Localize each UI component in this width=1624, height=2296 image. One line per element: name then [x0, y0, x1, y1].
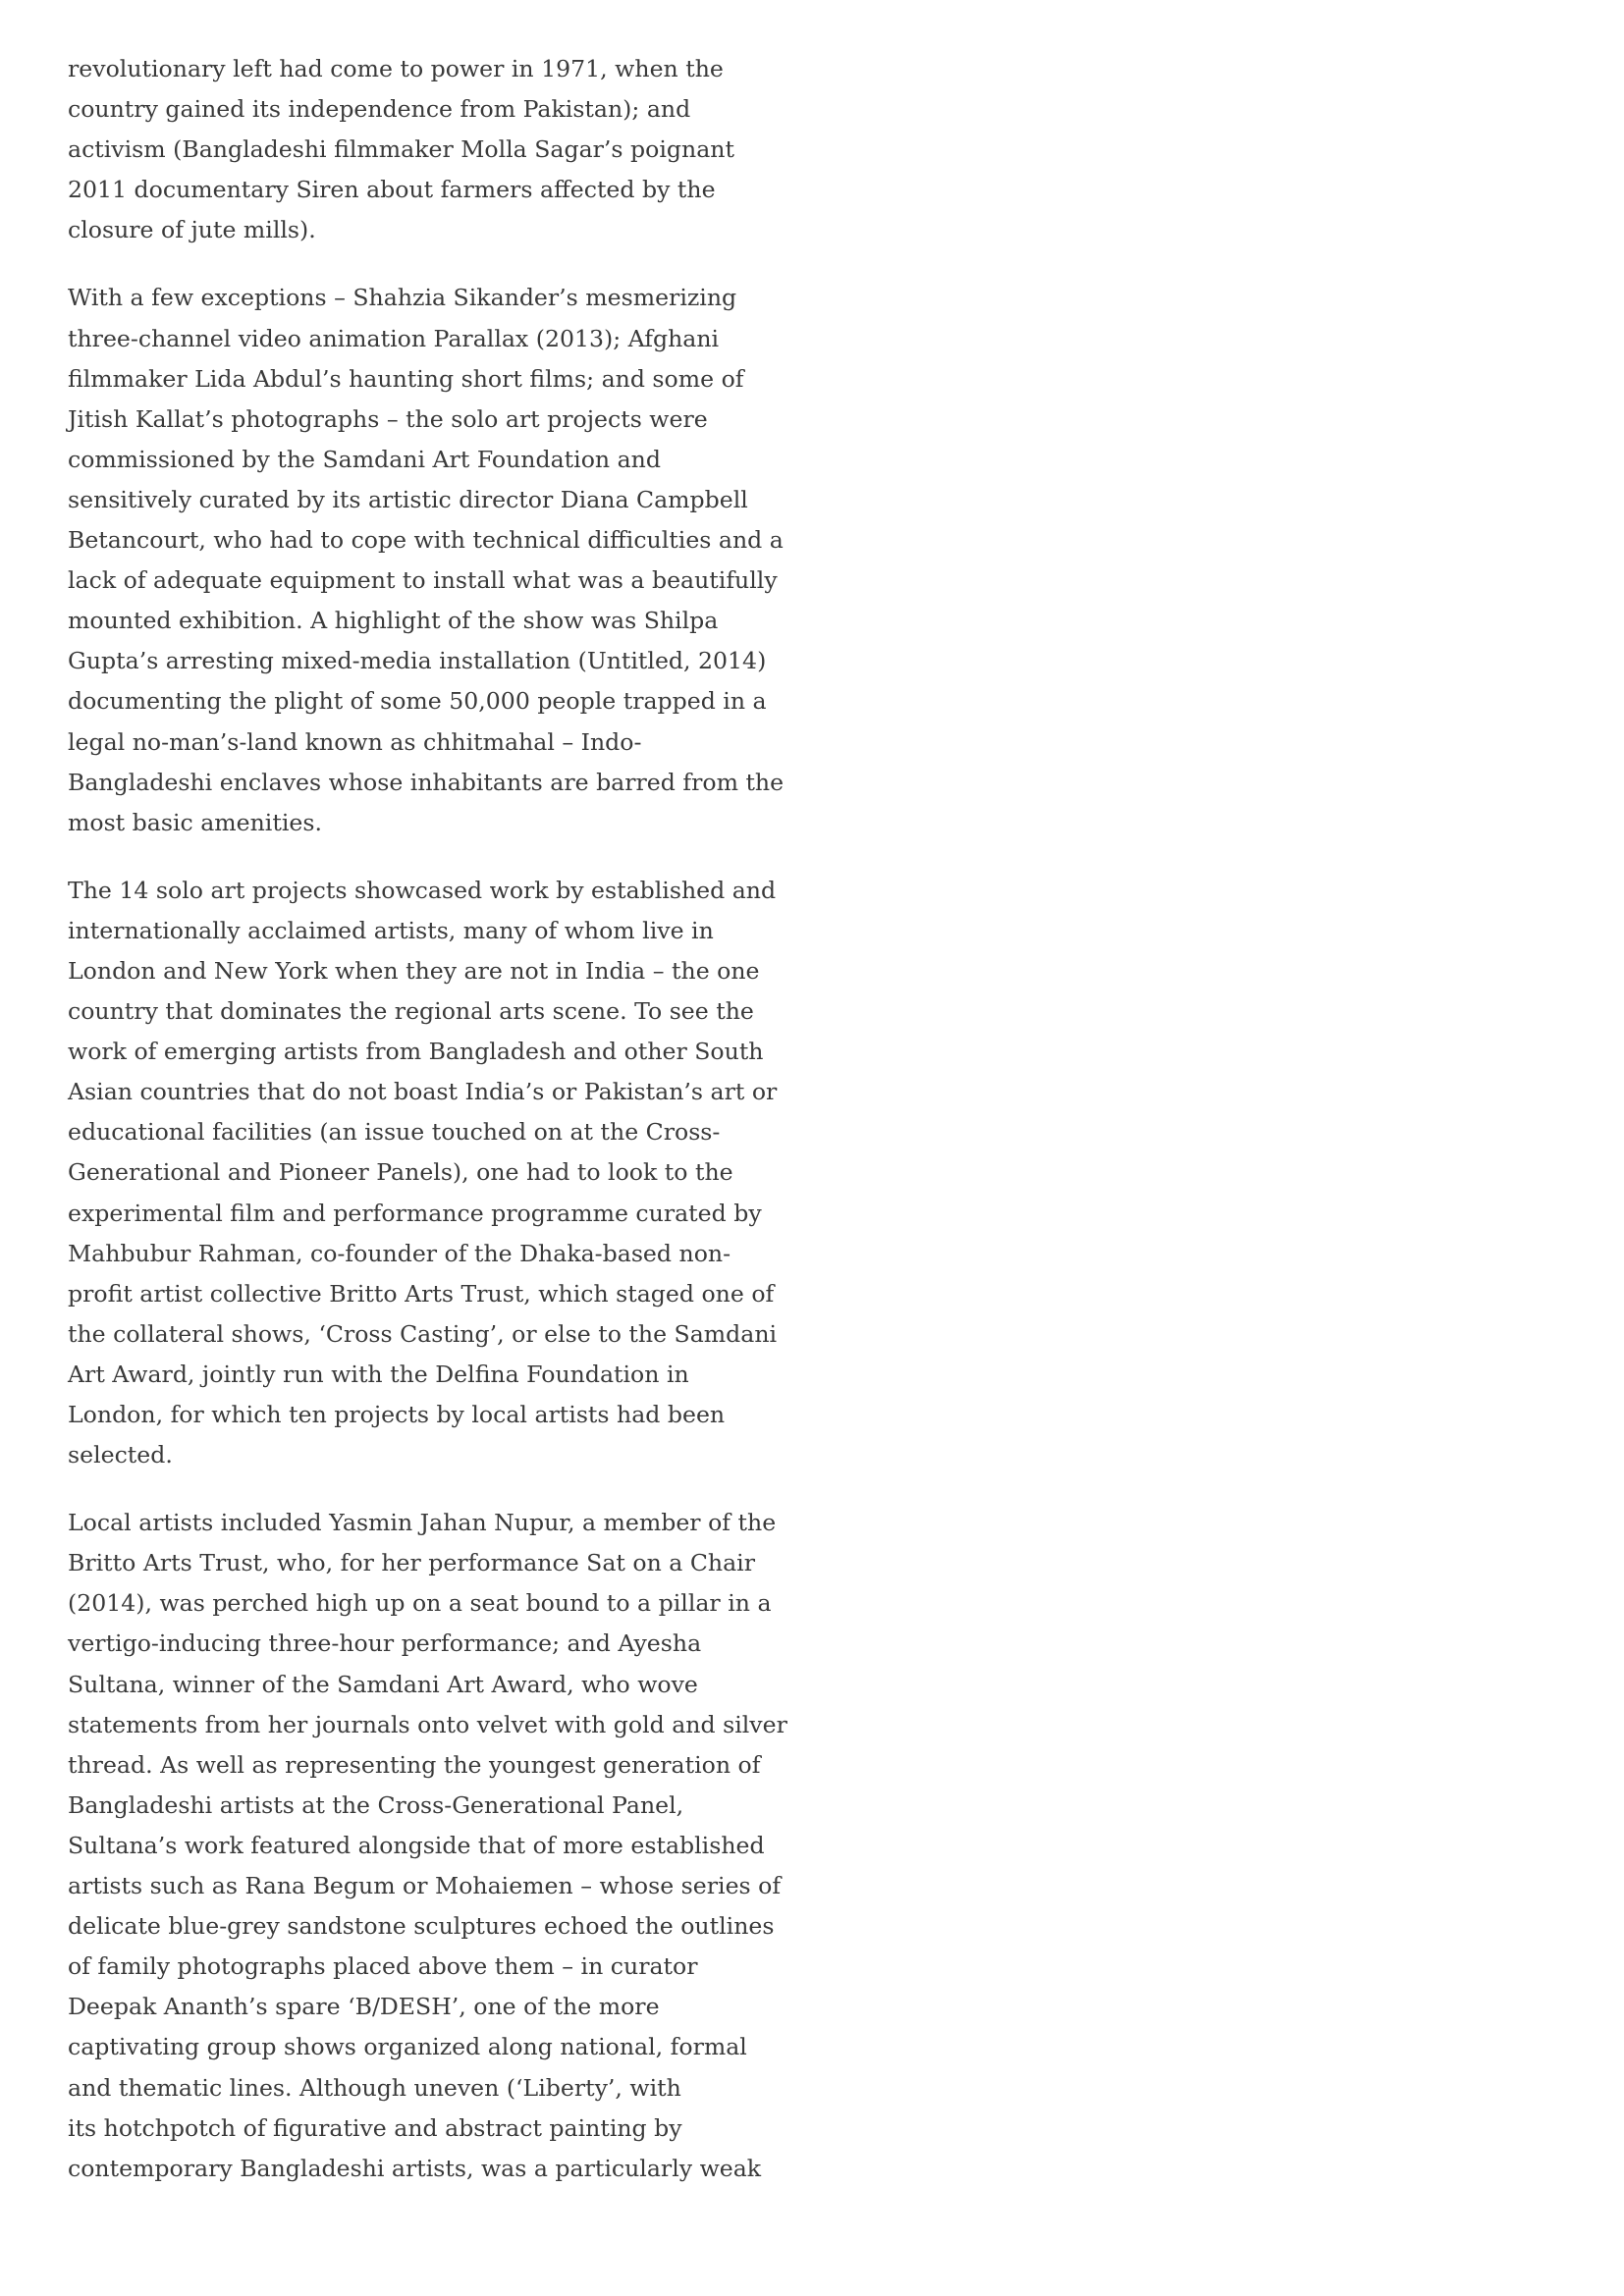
text-line: work of emerging artists from Bangladesh and other South [68, 1038, 764, 1066]
text-line: country gained its independence from Pakistan); and [68, 95, 691, 124]
text-line: London, for which ten projects by local artists had been [68, 1401, 726, 1428]
text-line: the collateral shows, ‘Cross Casting’, or else to the Samdani [68, 1319, 778, 1348]
text-line: filmmaker Lida Abdul’s haunting short films; and some of [68, 364, 744, 393]
text-line: three-channel video animation Parallax (2013); Afghani [68, 324, 720, 352]
text-line: Sultana’s work featured alongside that of more established [68, 1831, 765, 1859]
text-line: delicate blue-grey sandstone sculptures echoed the outlines [68, 1912, 775, 1941]
text-line: Asian countries that do not boast India’s or Pakistan’s art or [68, 1078, 778, 1106]
text-line: The 14 solo art projects showcased work by established and [68, 876, 777, 904]
text-line: country that dominates the regional arts scene. To see the [68, 997, 754, 1026]
text-line: captivating group shows organized along national, formal [68, 2033, 747, 2061]
paragraph-4 [68, 1503, 804, 2189]
text-line: Britto Arts Trust, who, for her performance Sat on a Chair [68, 1549, 755, 1577]
text-line: statements from her journals onto velvet with gold and silver [68, 1710, 787, 1738]
text-line: Sultana, winner of the Samdani Art Award, who wove [68, 1670, 698, 1698]
text-line: Generational and Pioneer Panels), one had to look to the [68, 1158, 733, 1187]
text-line: and thematic lines. Although uneven (‘Liberty’, with [68, 2073, 681, 2102]
text-line: Deepak Ananth’s spare ‘B/DESH’, one of the more [68, 1993, 660, 2021]
text-line: 2011 documentary Siren about farmers affected by the [68, 176, 716, 204]
text-line: contemporary Bangladeshi artists, was a particularly weak [68, 2154, 762, 2182]
text-line: (2014), was perched high up on a seat bound to a pillar in a [68, 1589, 772, 1618]
text-line: profit artist collective Britto Arts Trust, which staged one of [68, 1279, 775, 1308]
text-line: legal no-man’s-land known as chhitmahal – Indo- [68, 727, 642, 756]
text-line: commissioned by the Samdani Art Foundation and [68, 445, 661, 473]
text-line: Local artists included Yasmin Jahan Nupur, a member of the [68, 1509, 777, 1537]
text-line: of family photographs placed above them – in curator [68, 1952, 698, 1981]
text-line: closure of jute mills). [68, 216, 316, 244]
text-line: Gupta’s arresting mixed-media installation (Untitled, 2014) [68, 647, 767, 675]
text-line: London and New York when they are not in India – the one [68, 956, 760, 985]
paragraph-2 [68, 278, 804, 842]
text-line: internationally acclaimed artists, many of whom live in [68, 916, 714, 944]
text-line: thread. As well as representing the youngest generation of [68, 1750, 761, 1779]
text-line: its hotchpotch of figurative and abstract painting by [68, 2113, 682, 2142]
text-line: educational facilities (an issue touched on at the Cross- [68, 1118, 721, 1147]
text-line: artists such as Rana Begum or Mohaiemen – whose series of [68, 1872, 782, 1900]
text-line: Bangladeshi enclaves whose inhabitants are barred from the [68, 768, 785, 796]
text-line: experimental film and performance programme curated by [68, 1199, 762, 1227]
text-line: lack of adequate equipment to install what was a beautifully [68, 566, 778, 595]
text-line: Art Award, jointly run with the Delfina Foundation in [68, 1360, 689, 1388]
text-line: activism (Bangladeshi filmmaker Molla Sagar’s poignant [68, 135, 734, 164]
paragraph-1 [68, 49, 804, 250]
text-line: With a few exceptions – Shahzia Sikander’s mesmerizing [68, 284, 737, 312]
paragraph-3 [68, 871, 804, 1475]
text-line: Jitish Kallat’s photographs – the solo art projects were [68, 404, 708, 433]
text-line: Betancourt, who had to cope with technical difficulties and a [68, 526, 784, 555]
text-line: vertigo-inducing three-hour performance; and Ayesha [68, 1629, 702, 1658]
text-line: selected. [68, 1441, 173, 1469]
text-line: most basic amenities. [68, 808, 322, 836]
text-line: sensitively curated by its artistic director Diana Campbell [68, 485, 748, 513]
text-line: mounted exhibition. A highlight of the show was Shilpa [68, 607, 719, 635]
text-line: revolutionary left had come to power in 1971, when the [68, 55, 724, 82]
article-body [68, 49, 804, 2216]
text-line: documenting the plight of some 50,000 people trapped in a [68, 687, 767, 716]
text-line: Bangladeshi artists at the Cross-Generational Panel, [68, 1790, 684, 1819]
text-line: Mahbubur Rahman, co-founder of the Dhaka-based non- [68, 1239, 731, 1267]
